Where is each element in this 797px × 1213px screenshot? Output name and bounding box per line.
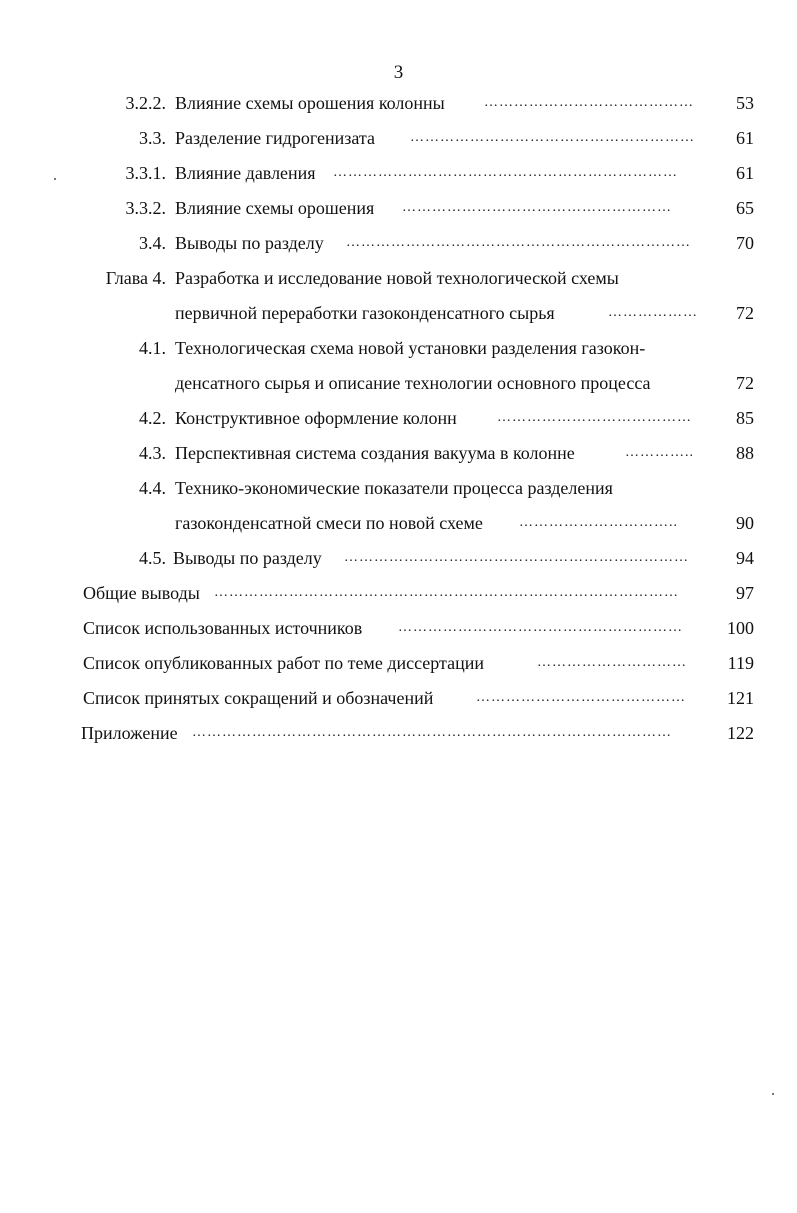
dot-leader: …………………………………………………………………………………… [192, 725, 672, 740]
toc-entry-title: Общие выводы [83, 583, 200, 603]
toc-entry-number: 4.2. [139, 408, 166, 428]
dot-leader: ……………………………………………… [402, 200, 672, 215]
toc-entry-page: 72 [736, 303, 754, 323]
toc-entry-page: 65 [736, 198, 754, 218]
dot-leader: ………………………………… [497, 410, 692, 425]
toc-entry-continuation [0, 369, 797, 397]
toc-entry-title: Влияние схемы орошения колонны [175, 93, 445, 113]
dot-leader: …………………………………… [476, 690, 686, 705]
toc-entry-page: 61 [736, 128, 754, 148]
toc-entry [0, 544, 797, 572]
toc-entry-number: 3.3.1. [125, 163, 166, 183]
toc-entry-title: Разработка и исследование новой технологической схемы [175, 268, 619, 288]
dot-leader: ………………………………………………… [398, 620, 683, 635]
toc-entry-page: 119 [727, 653, 754, 673]
toc-entry-number: 3.3. [139, 128, 166, 148]
toc-entry-title: Выводы по разделу [173, 548, 322, 568]
dot-leader: ………………………………………………… [410, 130, 695, 145]
toc-entry-page: 61 [736, 163, 754, 183]
toc-entry-number: 3.4. [139, 233, 166, 253]
dot-leader: ……………… [608, 305, 698, 320]
toc-entry-page: 72 [736, 373, 754, 393]
dot-leader: ………….. [625, 445, 694, 460]
toc-entry-page: 85 [736, 408, 754, 428]
toc-entry-title: Список использованных источников [83, 618, 363, 638]
toc-entry-page: 122 [727, 723, 754, 743]
toc-entry [0, 194, 797, 222]
toc-entry-number: 4.5. [139, 548, 166, 568]
toc-entry-continuation [0, 299, 797, 327]
toc-entry-title: Список опубликованных работ по теме диссертации [83, 653, 485, 673]
dot-leader: ………………………… [537, 655, 687, 670]
toc-entry-page: 90 [736, 513, 754, 533]
dot-leader: ………………………….. [519, 515, 678, 530]
toc-entry-title-cont: денсатного сырья и описание технологии основного процесса [175, 373, 651, 393]
scan-speck [772, 1093, 774, 1095]
toc-entry-continuation [0, 509, 797, 537]
toc-entry-number: 3.3.2. [125, 198, 166, 218]
toc-entry-title: Влияние давления [175, 163, 316, 183]
toc-entry [0, 614, 797, 642]
dot-leader: …………………………………… [484, 95, 694, 110]
dot-leader: …………………………………………………………… [346, 235, 691, 250]
toc-entry [0, 264, 797, 292]
toc-entry-title: Выводы по разделу [175, 233, 324, 253]
page-number: 3 [393, 62, 404, 83]
toc-entry-page: 88 [736, 443, 754, 463]
toc-entry-title-cont: газоконденсатной смеси по новой схеме [175, 513, 483, 533]
toc-entry-title: Приложение [81, 723, 178, 743]
toc-entry [0, 89, 797, 117]
toc-entry-title: Разделение гидрогенизата [175, 128, 375, 148]
dot-leader: ………………………………………………………………………………… [214, 585, 679, 600]
toc-entry [0, 649, 797, 677]
toc-entry [0, 719, 797, 747]
toc-entry [0, 474, 797, 502]
dot-leader: …………………………………………………………… [344, 550, 689, 565]
toc-entry-page: 100 [727, 618, 754, 638]
toc-entry-title: Конструктивное оформление колонн [175, 408, 457, 428]
toc-entry-number: 3.2.2. [125, 93, 166, 113]
toc-entry-page: 97 [736, 583, 754, 603]
toc-entry [0, 124, 797, 152]
toc-entry-number: 4.1. [139, 338, 166, 358]
toc-entry-page: 94 [736, 548, 754, 568]
toc-entry-page: 121 [727, 688, 754, 708]
toc-entry [0, 684, 797, 712]
toc-entry [0, 159, 797, 187]
toc-entry-title: Влияние схемы орошения [175, 198, 375, 218]
toc-entry-number: 4.3. [139, 443, 166, 463]
toc-entry-page: 53 [736, 93, 754, 113]
toc-entry-number: Глава 4. [105, 268, 166, 288]
toc-entry [0, 439, 797, 467]
scan-speck [54, 178, 56, 180]
toc-entry-title: Технологическая схема новой установки разделения газокон- [175, 338, 646, 358]
toc-entry [0, 579, 797, 607]
toc-entry-page: 70 [736, 233, 754, 253]
toc-entry-number: 4.4. [139, 478, 166, 498]
toc-entry-title: Технико-экономические показатели процесса разделения [175, 478, 613, 498]
toc-entry-title-cont: первичной переработки газоконденсатного сырья [175, 303, 555, 323]
dot-leader: …………………………………………………………… [333, 165, 678, 180]
toc-entry-title: Перспективная система создания вакуума в колонне [175, 443, 575, 463]
toc-entry-title: Список принятых сокращений и обозначений [83, 688, 434, 708]
toc-entry [0, 229, 797, 257]
toc-entry [0, 404, 797, 432]
toc-entry [0, 334, 797, 362]
